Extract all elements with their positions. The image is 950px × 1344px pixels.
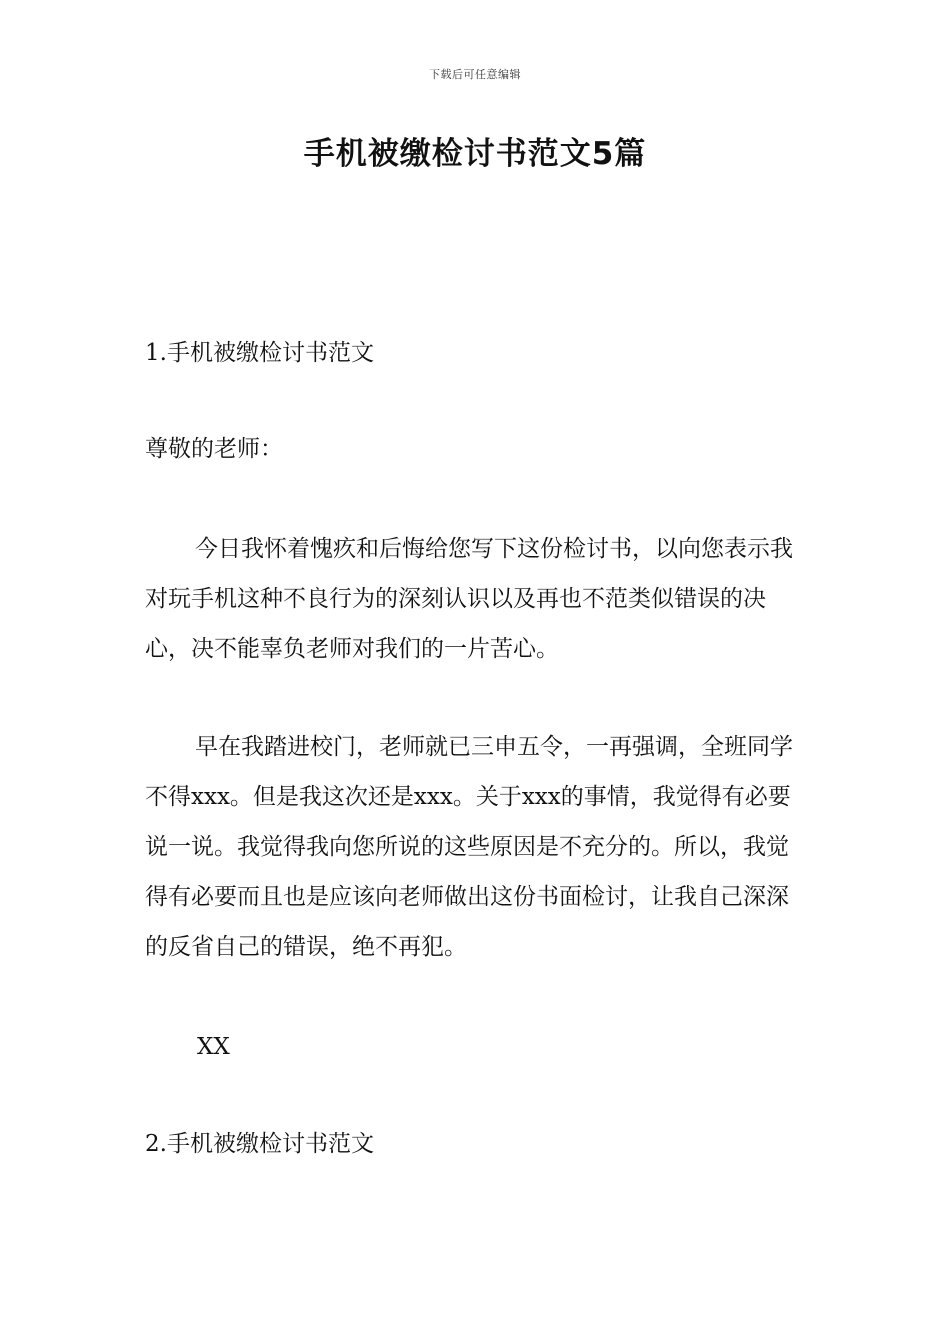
signature: XX [197, 1034, 230, 1060]
header-note: 下载后可任意编辑 [429, 68, 521, 81]
section-heading-2: 2.手机被缴检讨书范文 [145, 1131, 374, 1157]
salutation: 尊敬的老师： [145, 436, 283, 462]
paragraph-1: 今日我怀着愧疚和后悔给您写下这份检讨书，以向您表示我对玩手机这种不良行为的深刻认识以及再也不范类似错误的决心，决不能辜负老师对我们的一片苦心。 [145, 536, 793, 662]
section-heading-1: 1.手机被缴检讨书范文 [145, 340, 374, 366]
paragraph-2: 早在我踏进校门，老师就已三申五令，一再强调，全班同学不得xxx。但是我这次还是xxx。关于xxx的事情，我觉得有必要说一说。我觉得我向您所说的这些原因是不充分的。所以，我觉得有必要而且也是应该向老师做出这份书面检讨，让我自己深深的反省自己的错误，绝不再犯。 [145, 734, 793, 960]
document-title: 手机被缴检讨书范文5篇 [303, 136, 647, 172]
